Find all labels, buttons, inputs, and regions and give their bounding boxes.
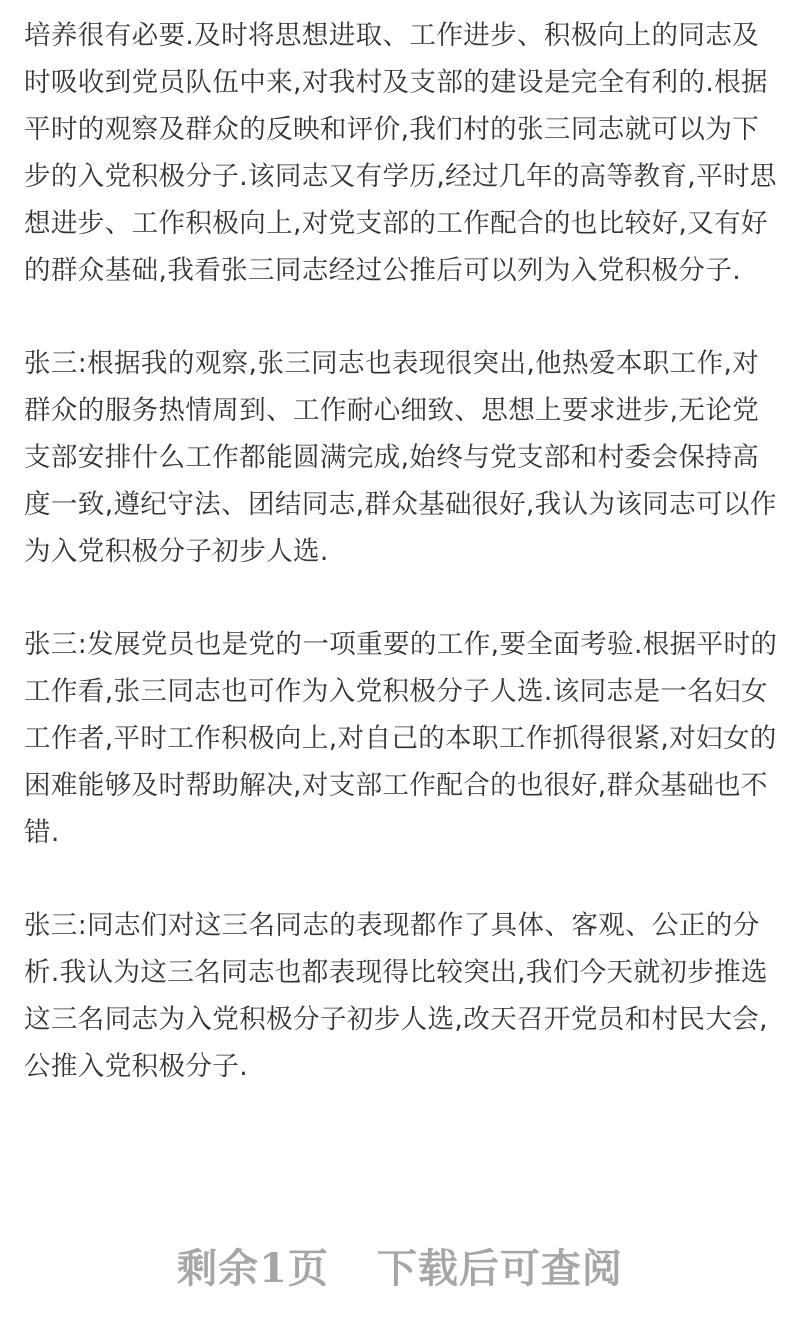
remaining-pages-label[interactable]: 剩余1页 bbox=[177, 1244, 329, 1292]
download-to-view-link[interactable]: 下载后可查阅 bbox=[376, 1244, 623, 1292]
paragraph-4: 张三:同志们对这三名同志的表现都作了具体、客观、公正的分析.我认为这三名同志也都表现得比较突出,我们今天就初步推选这三名同志为入党积极分子初步人选,改天召开党员和村民大会,公推入党积极分子. bbox=[24, 910, 768, 1082]
document-body bbox=[24, 12, 780, 1090]
paragraph-1: 培养很有必要.及时将思想进取、工作进步、积极向上的同志及时吸收到党员队伍中来,对我村及支部的建设是完全有利的.根据平时的观察及群众的反映和评价,我们村的张三同志就可以为下步的入党积极分子.该同志又有学历,经过几年的高等教育,平时思想进步、工作积极向上,对党支部的工作配合的也比较好,又有好的群众基础,我看张三同志经过公推后可以列为入党积极分子. bbox=[24, 20, 777, 286]
paragraph-3: 张三:发展党员也是党的一项重要的工作,要全面考验.根据平时的工作看,张三同志也可作为入党积极分子人选.该同志是一名妇女工作者,平时工作积极向上,对自己的本职工作抓得很紧,对妇女的困难能够及时帮助解决,对支部工作配合的也很好,群众基础也不错. bbox=[24, 629, 778, 848]
paragraph-2: 张三:根据我的观察,张三同志也表现很突出,他热爱本职工作,对群众的服务热情周到、工作耐心细致、思想上要求进步,无论党支部安排什么工作都能圆满完成,始终与党支部和村委会保持高度一致,遵纪守法、团结同志,群众基础很好,我认为该同志可以作为入党积极分子初步人选. bbox=[24, 348, 777, 567]
download-banner[interactable] bbox=[0, 1230, 800, 1300]
